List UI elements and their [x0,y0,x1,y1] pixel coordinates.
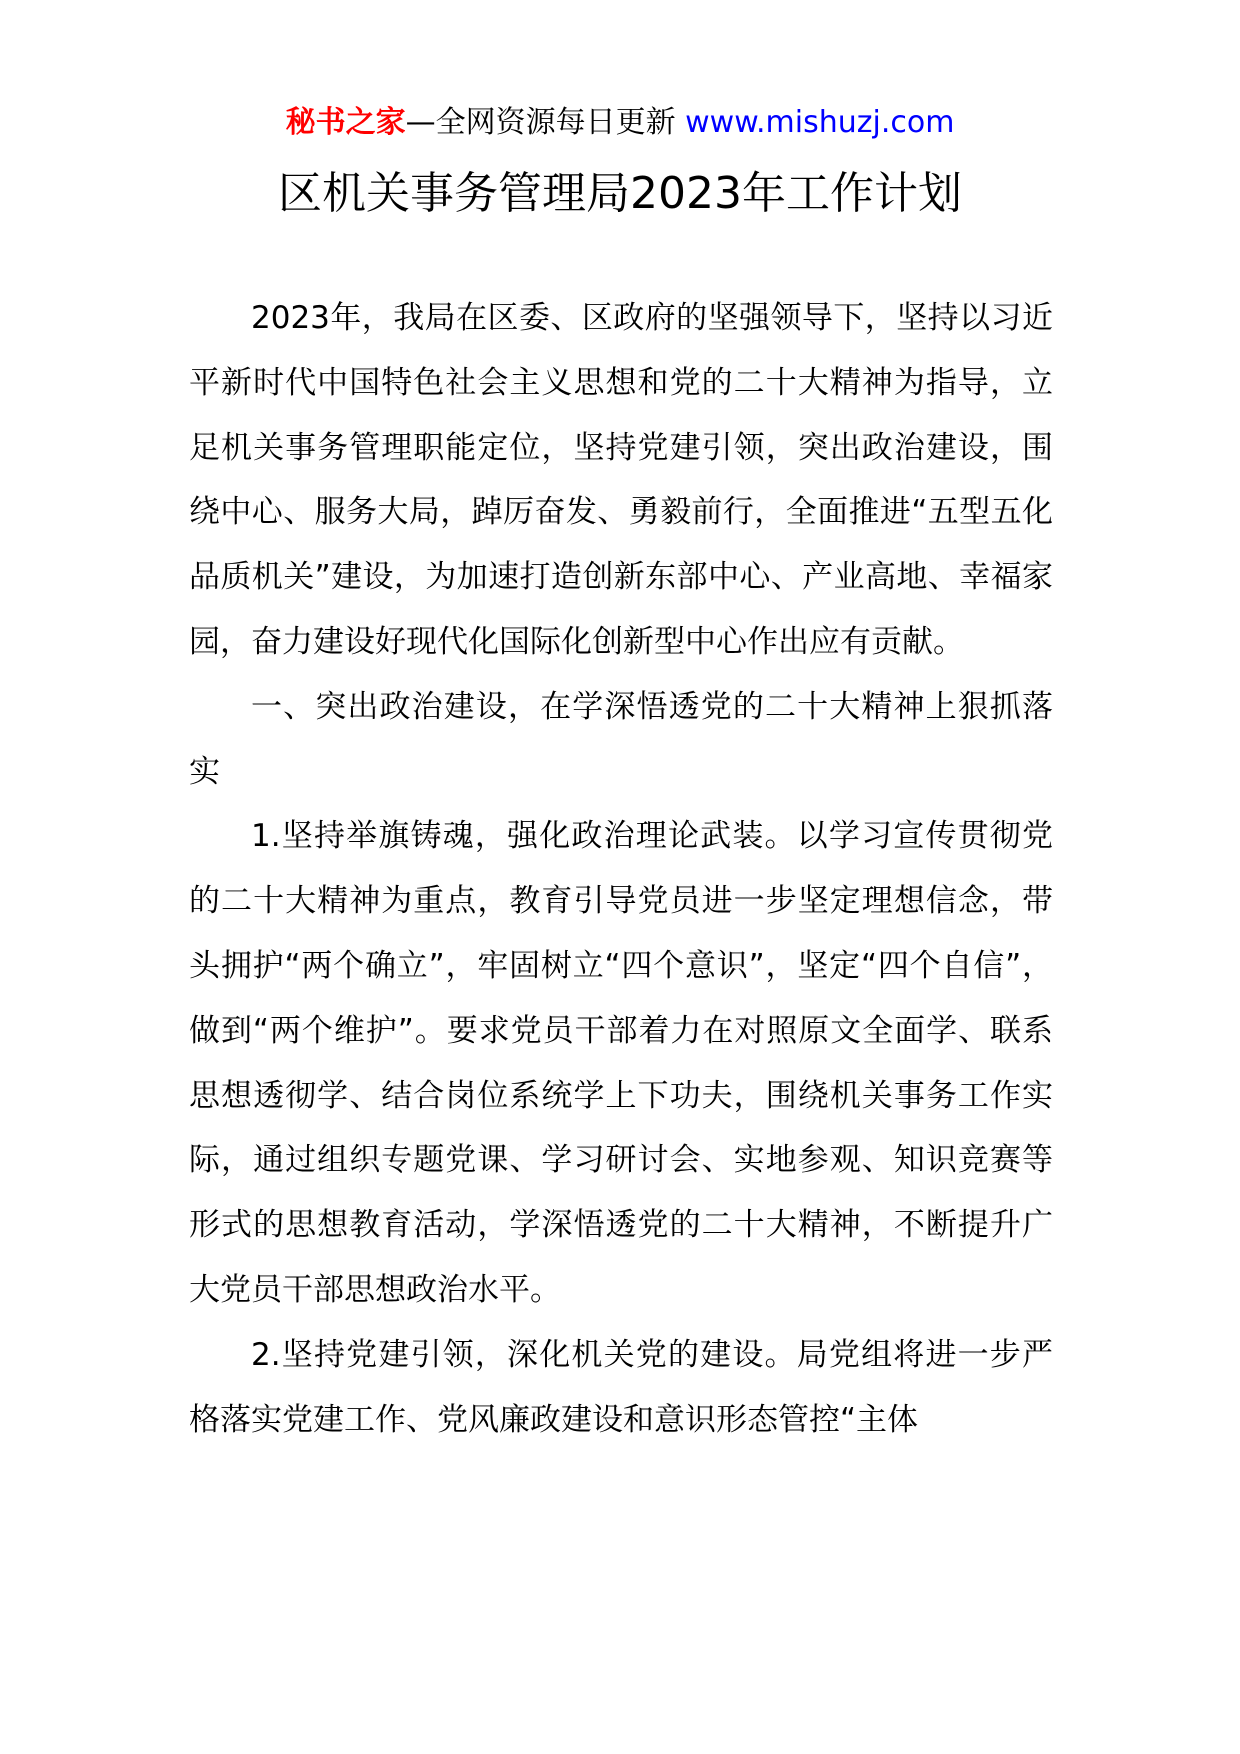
document-body [189,286,1053,1452]
section-heading-1: 一、突出政治建设，在学深悟透党的二十大精神上狠抓落实 [189,688,1053,790]
body-paragraph-item-2: 2.坚持党建引领，深化机关党的建设。局党组将进一步严格落实党建工作、党风廉政建设和意识形态管控“主体 [189,1336,1053,1438]
watermark-header [0,100,1240,146]
intro-paragraph: 2023年，我局在区委、区政府的坚强领导下，坚持以习近平新时代中国特色社会主义思想和党的二十大精神为指导，立足机关事务管理职能定位，坚持党建引领，突出政治建设，围绕中心、服务大局，踔厉奋发、勇毅前行，全面推进“五型五化品质机关”建设，为加速打造创新东部中心、产业高地、幸福家园，奋力建设好现代化国际化创新型中心作出应有贡献。 [189,300,1053,660]
body-paragraph-item-1: 1.坚持举旗铸魂，强化政治理论武装。以学习宣传贯彻党的二十大精神为重点，教育引导党员进一步坚定理想信念，带头拥护“两个确立”，牢固树立“四个意识”，坚定“四个自信”，做到“两个维护”。要求党员干部着力在对照原文全面学、联系思想透彻学、结合岗位系统学上下功夫，围绕机关事务工作实际，通过组织专题党课、学习研讨会、实地参观、知识竞赛等形式的思想教育活动，学深悟透党的二十大精神，不断提升广大党员干部思想政治水平。 [189,818,1053,1308]
document-title: 区机关事务管理局2023年工作计划 [278,168,962,219]
brand-name: 秘书之家 [285,105,406,140]
header-url-link[interactable]: www.mishuzj.com [685,105,955,140]
header-slogan: —全网资源每日更新 [405,105,686,140]
